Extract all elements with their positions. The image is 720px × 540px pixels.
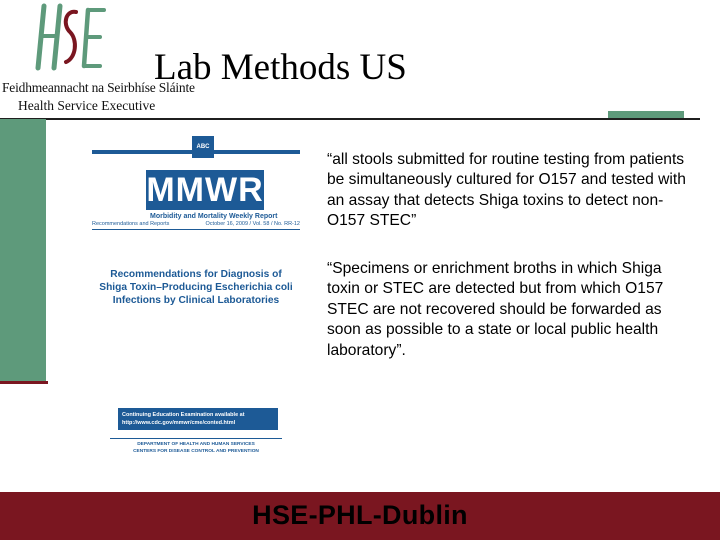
mmwr-masthead: MMWR	[146, 171, 264, 209]
cover-bottom-rule	[110, 438, 282, 439]
footer-text: HSE-PHL-Dublin	[252, 500, 468, 530]
cover-section: Recommendations and Reports	[92, 221, 170, 227]
hse-logo	[0, 0, 195, 120]
mmwr-cover-image	[92, 136, 300, 456]
logo-irish-name: Feidhmeannacht na Seirbhíse Sláinte	[2, 80, 195, 95]
cover-ce-line1: Continuing Education Examination available at	[122, 412, 245, 418]
hse-logo-icon	[30, 2, 110, 76]
quote-2: “Specimens or enrichment broths in which Shiga toxin or STEC are detected but from which O157 STEC are not recovered should be forwarded as soon as possible to a state or local public health laboratory”.	[327, 260, 664, 359]
logo-english-name: Health Service Executive	[18, 98, 156, 113]
cover-ce-box	[118, 408, 278, 430]
title-rule	[0, 118, 700, 120]
quote-1: “all stools submitted for routine testing from patients be simultaneously cultured for O157 and tested with an assay that detects Shiga toxins to detect non-O157 STEC”	[327, 151, 686, 230]
cover-dept-line1: DEPARTMENT OF HEALTH AND HUMAN SERVICES	[137, 442, 255, 447]
cover-dept-line2: CENTERS FOR DISEASE CONTROL AND PREVENTION	[133, 449, 259, 454]
cover-ce-line2: http://www.cdc.gov/mmwr/cme/conted.html	[122, 420, 236, 426]
side-bar-base	[0, 381, 48, 384]
mmwr-subtitle: Morbidity and Mortality Weekly Report	[150, 213, 278, 220]
cdc-badge: ABC	[192, 136, 214, 158]
cover-top-rule	[92, 150, 300, 154]
cover-date: October 16, 2009 / Vol. 58 / No. RR-12	[205, 221, 300, 227]
slide-title: Lab Methods US	[154, 47, 407, 88]
cover-rule	[92, 229, 300, 230]
side-bar	[0, 119, 46, 384]
cover-report-title: Recommendations for Diagnosis of Shiga Toxin–Producing Escherichia coli Infections by Clinical Laboratories	[99, 269, 293, 306]
